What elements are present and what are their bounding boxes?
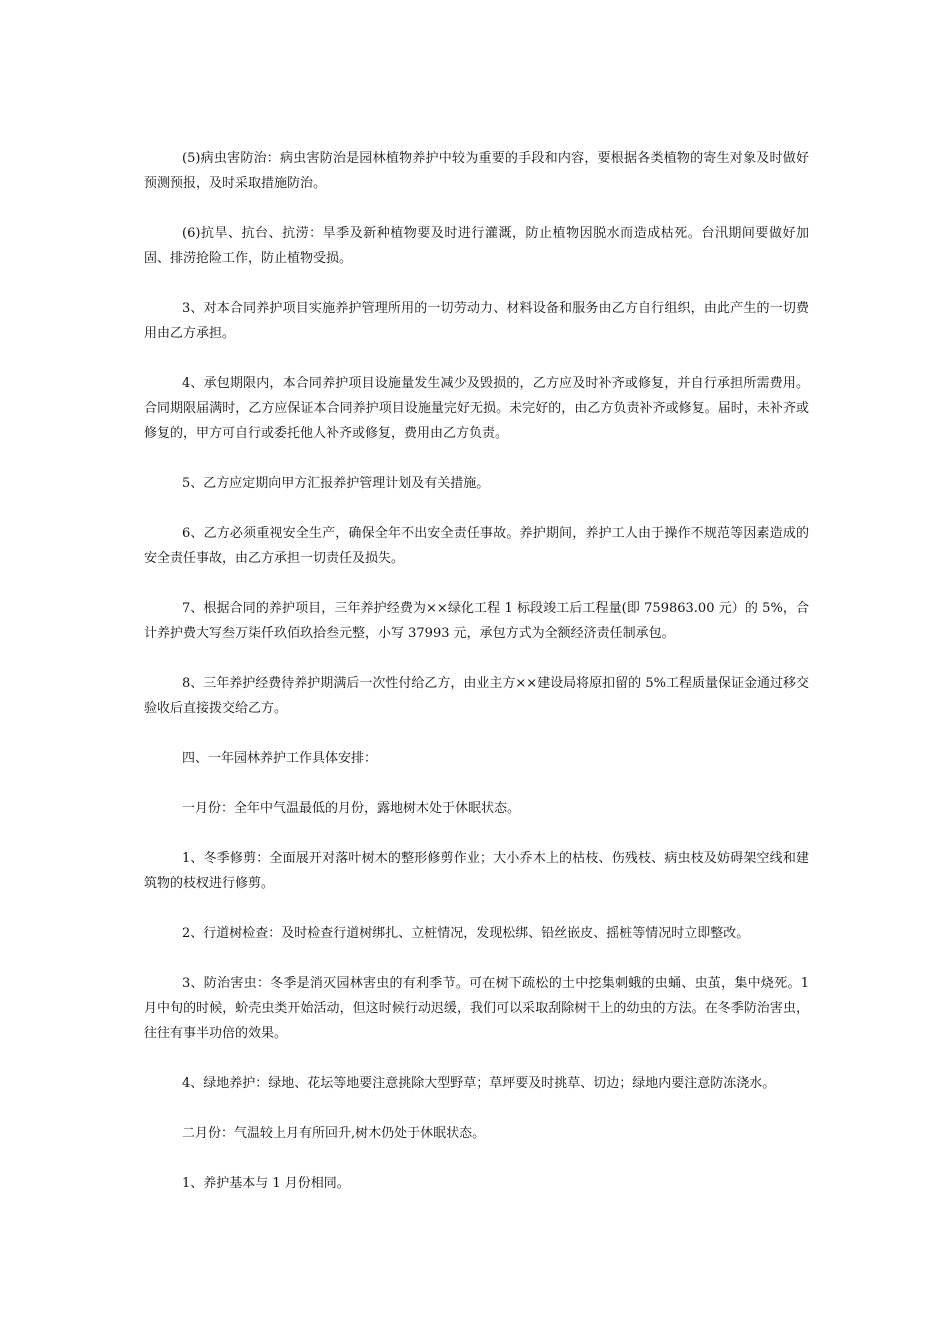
paragraph-clause-8: 8、三年养护经费待养护期满后一次性付给乙方，由业主方××建设局将原扣留的 5%工程质量保证金通过移交验收后直接拨交给乙方。 (144, 676, 809, 716)
month-heading-january: 一月份：全年中气温最低的月份，露地树木处于休眠状态。 (182, 801, 521, 816)
section-heading-annual-schedule: 四、一年园林养护工作具体安排： (182, 751, 378, 766)
january-item-winter-pruning: 1、冬季修剪：全面展开对落叶树木的整形修剪作业；大小乔木上的枯枝、伤残枝、病虫枝及妨碍架空线和建筑物的枝杈进行修剪。 (144, 851, 809, 891)
paragraph-clause-6: 6、乙方必须重视安全生产，确保全年不出安全责任事故。养护期间，养护工人由于操作不规范等因素造成的安全责任事故，由乙方承担一切责任及损失。 (144, 526, 809, 566)
january-item-pest-control: 3、防治害虫：冬季是消灭园林害虫的有利季节。可在树下疏松的土中挖集刺蛾的虫蛹、虫茧，集中烧死。1 月中旬的时候，蚧壳虫类开始活动，但这时候行动迟缓，我们可以采取刮除树干上的幼虫的方法。在冬季防治害虫，往往有事半功倍的效果。 (144, 976, 809, 1041)
january-item-street-tree-check: 2、行道树检查：及时检查行道树绑扎、立桩情况，发现松绑、铅丝嵌皮、摇桩等情况时立即整改。 (182, 926, 750, 941)
paragraph-clause-5: 5、乙方应定期向甲方汇报养护管理计划及有关措施。 (182, 476, 490, 491)
paragraph-clause-7: 7、根据合同的养护项目，三年养护经费为××绿化工程 1 标段竣工后工程量(即 759863.00 元）的 5%，合计养护费大写叁万柒仟玖佰玖拾叁元整，小写 37993 元，承包方式为全额经济责任制承包。 (144, 601, 809, 641)
january-item-green-space-care: 4、绿地养护：绿地、花坛等地要注意挑除大型野草；草坪要及时挑草、切边；绿地内要注意防冻浇水。 (182, 1076, 776, 1091)
paragraph-clause-4: 4、承包期限内，本合同养护项目设施量发生减少及毁损的，乙方应及时补齐或修复，并自行承担所需费用。合同期限届满时，乙方应保证本合同养护项目设施量完好无损。未完好的，由乙方负责补齐或修复。届时，未补齐或修复的，甲方可自行或委托他人补齐或修复，费用由乙方负责。 (144, 376, 809, 441)
document-body (144, 146, 809, 1221)
paragraph-clause-3: 3、对本合同养护项目实施养护管理所用的一切劳动力、材料设备和服务由乙方自行组织，由此产生的一切费用由乙方承担。 (144, 301, 809, 341)
paragraph-drought-typhoon-flood: (6)抗旱、抗台、抗涝：旱季及新种植物要及时进行灌溉，防止植物因脱水而造成枯死。台汛期间要做好加固、排涝抢险工作，防止植物受损。 (144, 226, 809, 266)
february-item-1: 1、养护基本与 1 月份相同。 (182, 1176, 350, 1191)
month-heading-february: 二月份：气温较上月有所回升,树木仍处于休眠状态。 (182, 1126, 486, 1141)
paragraph-pest-control: (5)病虫害防治：病虫害防治是园林植物养护中较为重要的手段和内容，要根据各类植物的寄生对象及时做好预测预报，及时采取措施防治。 (144, 151, 809, 191)
